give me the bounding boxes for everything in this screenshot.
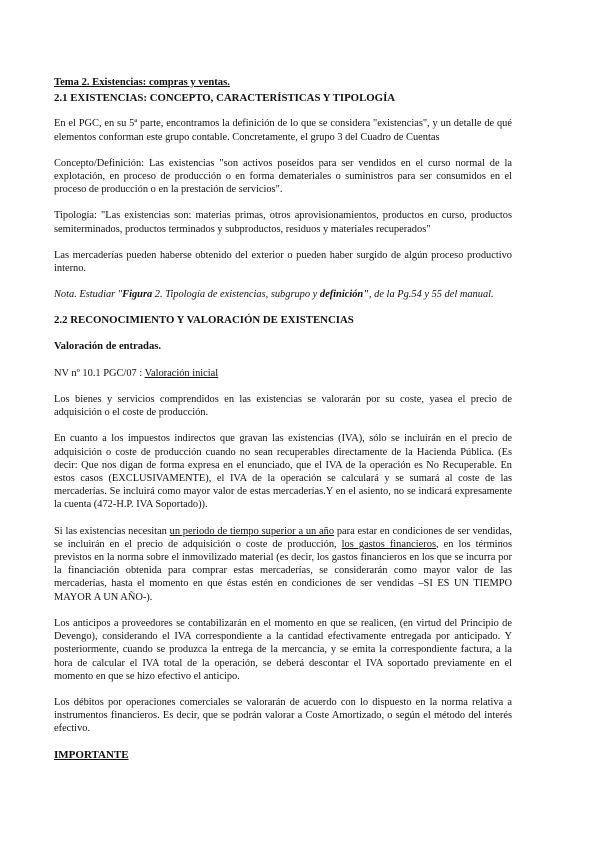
norma-number: NV nº 10.1 PGC/07 : — [54, 367, 145, 379]
study-note-part-3: , de la Pg.54 y 55 del manual. — [368, 289, 494, 301]
study-note-part-2: 2. Tipología de existencias, subgrupo y — [152, 289, 320, 301]
gf-gastos-underlined: los gastos financieros — [341, 538, 436, 550]
paragraph-debitos: Los débitos por operaciones comerciales se valorarán de acuerdo con lo dispuesto en la norma relativa a instrumentos financieros. Es decir, que se podrán valorar a Coste Amortizado, o según el método del interés efectivo. — [54, 696, 512, 735]
paragraph-coste: Los bienes y servicios comprendidos en las existencias se valorarán por su coste, yasea el precio de adquisición o el coste de producción. — [54, 394, 512, 419]
study-note-part-1: Nota. Estudiar " — [54, 289, 123, 301]
study-note-definicion: definición" — [319, 289, 369, 301]
importante-heading: IMPORTANTE — [54, 748, 129, 761]
gf-part-3: , en los términos previstos en la norma sobre el inmovilizado material (es decir, los gastos financieros en los que se incurra por la financiación obtenida para comprar estas mercaderías, se considerarán como mayor valor de las mercaderías, hasta el momento en que éstas estén en condiciones de ser vendidas –SI ES UN TIEMPO MAYOR A UN AÑO-). — [54, 538, 512, 603]
paragraph-typology: Tipología: "Las existencias son: materias primas, otros aprovisionamientos, productos en curso, productos semiterminados, productos terminados y subproductos, residuos y materiales recuperados" — [54, 210, 512, 235]
subheading-valoracion-entradas: Valoración de entradas. — [54, 340, 162, 352]
paragraph-mercaderias: Las mercaderías pueden haberse obtenido del exterior o pueden haber surgido de algún proceso productivo interno. — [54, 249, 512, 275]
gf-part-2: para estar en condiciones de ser vendidas, se incluirán en el precio de adquisición o coste de producción, — [54, 525, 512, 550]
paragraph-anticipos: Los anticipos a proveedores se contabilizarán en el momento en que se realicen, (en virtud del Principio de Devengo), considerando el IVA correspondiente a la cantidad efectivamente entregada por anticipado. Y posteriormente, cuando se produzca la entrega de la mercancía, y se emita la correspondiente factura, a la hora de calcular el IVA total de la operación, se deberá descontar el IVA soportado previamente en el momento en que se hizo efectivo el anticipo. — [54, 617, 512, 682]
paragraph-iva: En cuanto a los impuestos indirectos que gravan las existencias (IVA), sólo se incluirán en el precio de adquisición o coste de producción cuando no sean recuperables directamente de la Hacienda Pública. (Es decir: Que nos digan de forma expresa en el enunciado, que el IVA de la operación es No Recuperable. En estos casos (EXCLUSIVAMENTE), el IVA de la operación se calculará y se sumará al coste de las mercaderías. Se incluirá como mayor valor de estas mercaderías.Y en el asiento, no se indicará expresamente la cuenta (472-H.P. IVA Soportado)). — [54, 433, 512, 511]
study-note-figura: Figura — [122, 289, 153, 301]
paragraph-gastos-financieros — [54, 525, 512, 604]
document-title: Tema 2. Existencias: compras y ventas. — [54, 77, 230, 88]
norma-reference — [54, 367, 512, 380]
section-heading-2-1: 2.1 EXISTENCIAS: CONCEPTO, CARACTERÍSTICAS Y TIPOLOGÍA — [54, 92, 396, 105]
norma-valoracion-inicial: Valoración inicial — [144, 367, 219, 379]
paragraph-pgc-intro: En el PGC, en su 5ª parte, encontramos la definición de lo que se considera "existencias", y un detalle de qué elementos conforman este grupo contable. Concretamente, el grupo 3 del Cuadro de Cuentas — [54, 118, 512, 143]
paragraph-definition: Concepto/Definición: Las existencias "son activos poseídos para ser vendidos en el curso normal de la explotación, en proceso de producción o en forma demateriales o suministros para ser consumidos en el proceso de producción o en la prestación de servicios". — [54, 157, 512, 196]
gf-part-1: Si las existencias necesitan — [54, 525, 170, 537]
gf-periodo-underlined: un periodo de tiempo superior a un año — [169, 525, 335, 537]
section-heading-2-2: 2.2 RECONOCIMIENTO Y VALORACIÓN DE EXISTENCIAS — [54, 314, 354, 327]
study-note — [54, 288, 512, 301]
